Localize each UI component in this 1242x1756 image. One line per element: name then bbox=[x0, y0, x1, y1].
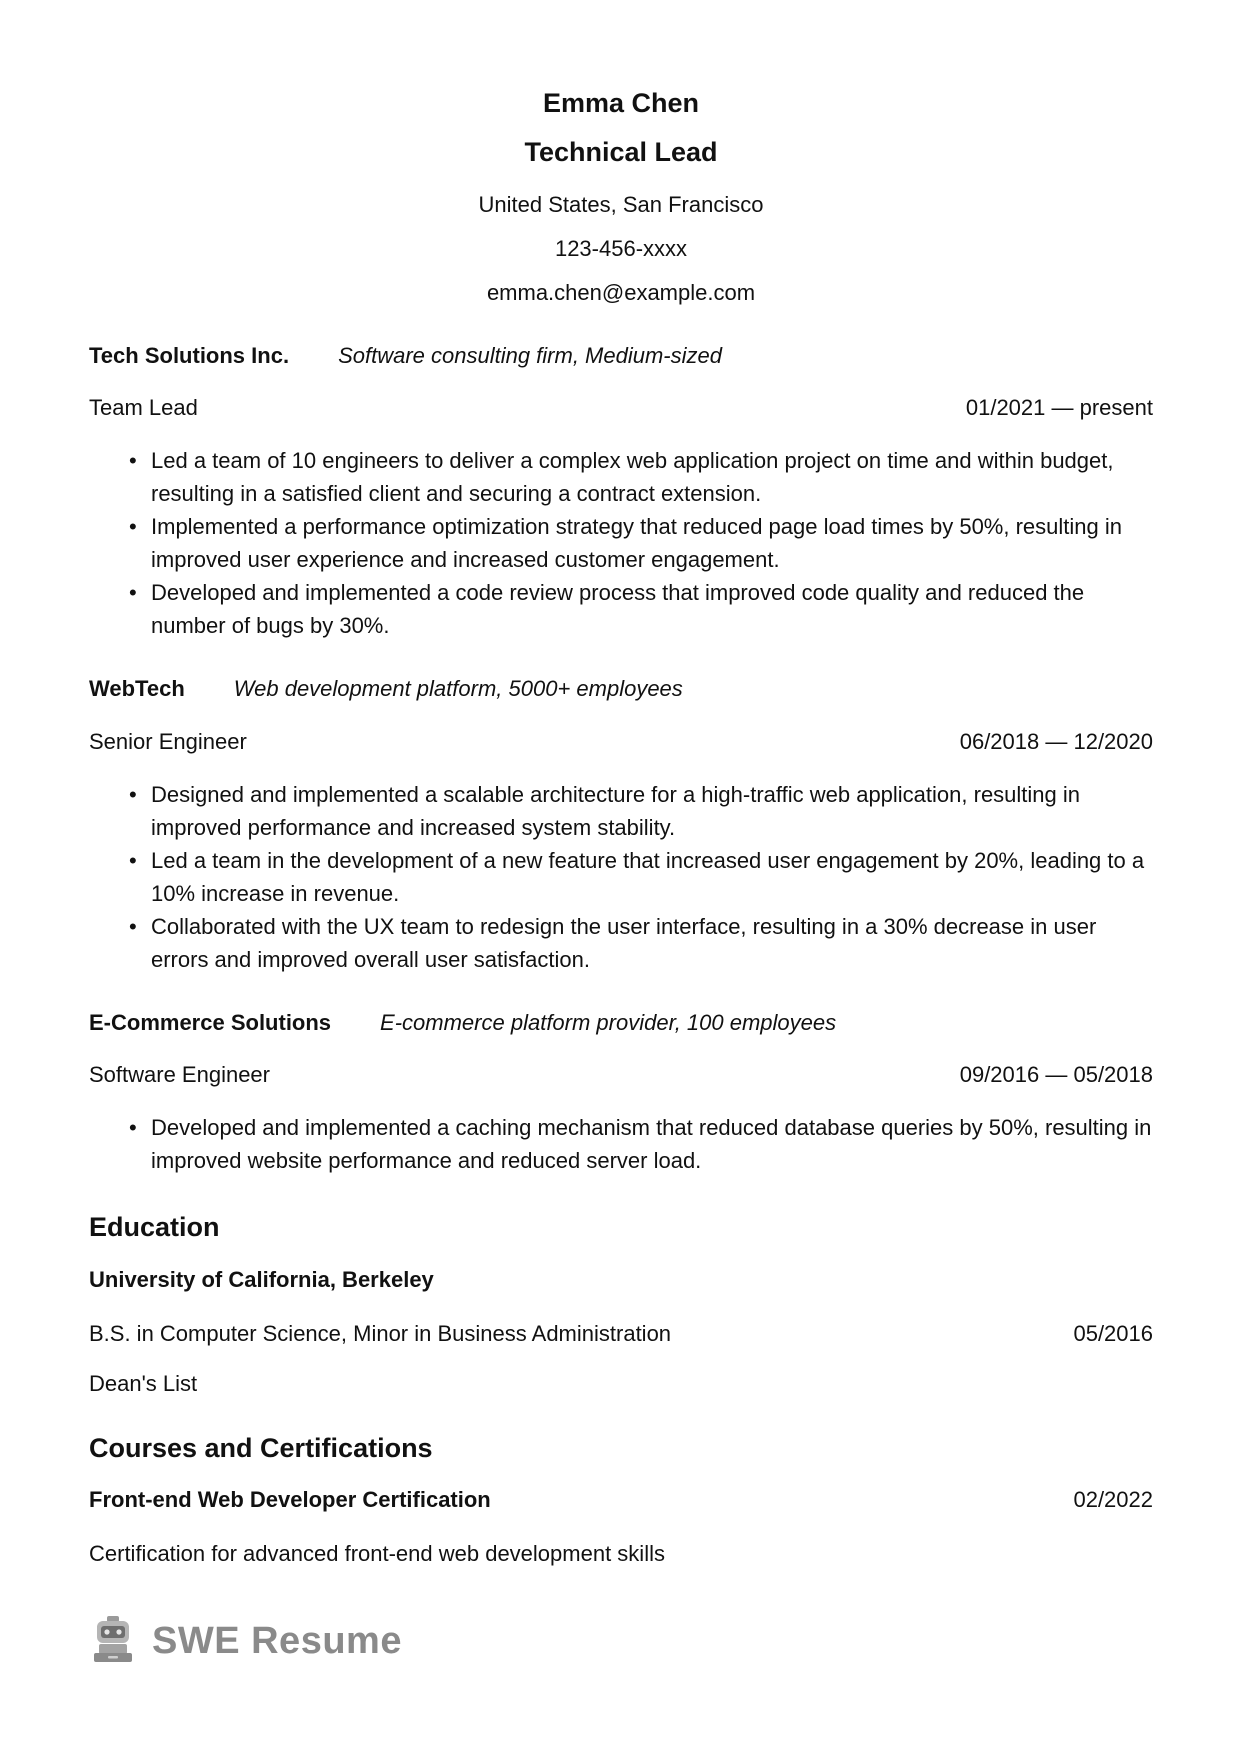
education-honors-row bbox=[89, 1371, 1153, 1397]
experience-3-role-row bbox=[89, 1062, 1153, 1088]
company-name: WebTech bbox=[89, 676, 185, 701]
experience-3-bullets bbox=[89, 1111, 1153, 1177]
company-description: Software consulting firm, Medium-sized bbox=[338, 343, 722, 368]
course-date: 02/2022 bbox=[1073, 1487, 1153, 1512]
course-row bbox=[89, 1487, 1153, 1513]
education-degree-row bbox=[89, 1321, 1153, 1347]
candidate-title: Technical Lead bbox=[524, 137, 718, 167]
job-role: Software Engineer bbox=[89, 1062, 270, 1087]
bullet-item: • Developed and implemented a caching mechanism that reduced database queries by 50%, resulting in improved website performance and reduced server load. bbox=[89, 1111, 1153, 1177]
job-role: Team Lead bbox=[89, 395, 198, 420]
contact-email: emma.chen@example.com bbox=[486, 280, 756, 305]
logo-text: SWE Resume bbox=[152, 1620, 402, 1662]
experience-2-bullets bbox=[89, 778, 1153, 976]
job-dates: 09/2016 — 05/2018 bbox=[959, 1062, 1153, 1087]
courses-heading: Courses and Certifications bbox=[89, 1433, 433, 1463]
experience-1-role-row bbox=[89, 395, 1153, 421]
company-description: Web development platform, 5000+ employees bbox=[233, 676, 683, 701]
education-date: 05/2016 bbox=[1073, 1321, 1153, 1346]
contact-location: United States, San Francisco bbox=[478, 192, 764, 217]
experience-1-header bbox=[89, 343, 1153, 369]
course-name: Front-end Web Developer Certification bbox=[89, 1487, 491, 1512]
school-name: University of California, Berkeley bbox=[89, 1267, 434, 1292]
degree: B.S. in Computer Science, Minor in Business Administration bbox=[89, 1321, 672, 1346]
experience-3-header bbox=[89, 1010, 1153, 1036]
bullet-item: • Led a team in the development of a new feature that increased user engagement by 20%, leading to a 10% increase in revenue. bbox=[89, 844, 1153, 910]
company-name: Tech Solutions Inc. bbox=[89, 343, 290, 368]
candidate-name: Emma Chen bbox=[542, 88, 700, 118]
experience-1-bullets bbox=[89, 444, 1153, 642]
experience-2-role-row bbox=[89, 729, 1153, 755]
robot-laptop-icon bbox=[90, 1615, 136, 1668]
experience-2-header bbox=[89, 676, 1153, 702]
education-school-row bbox=[89, 1267, 1153, 1293]
job-role: Senior Engineer bbox=[89, 729, 247, 754]
bullet-item: • Collaborated with the UX team to redesign the user interface, resulting in a 30% decrease in user errors and improved overall user satisfaction. bbox=[89, 910, 1153, 976]
education-heading: Education bbox=[89, 1212, 220, 1242]
honors: Dean's List bbox=[89, 1371, 198, 1396]
swe-resume-logo bbox=[90, 1615, 402, 1668]
bullet-item: • Developed and implemented a code review process that improved code quality and reduced the number of bugs by 30%. bbox=[89, 576, 1153, 642]
course-description-row bbox=[89, 1541, 1153, 1567]
course-description: Certification for advanced front-end web development skills bbox=[89, 1541, 665, 1566]
company-name: E-Commerce Solutions bbox=[89, 1010, 332, 1035]
company-description: E-commerce platform provider, 100 employees bbox=[380, 1010, 837, 1035]
bullet-item: • Implemented a performance optimization strategy that reduced page load times by 50%, resulting in improved user experience and increased customer engagement. bbox=[89, 510, 1153, 576]
contact-phone: 123-456-xxxx bbox=[554, 236, 688, 261]
bullet-item: • Designed and implemented a scalable architecture for a high-traffic web application, resulting in improved performance and increased system stability. bbox=[89, 778, 1153, 844]
job-dates: 06/2018 — 12/2020 bbox=[959, 729, 1153, 754]
bullet-item: • Led a team of 10 engineers to deliver a complex web application project on time and within budget, resulting in a satisfied client and securing a contract extension. bbox=[89, 444, 1153, 510]
job-dates: 01/2021 — present bbox=[965, 395, 1153, 420]
